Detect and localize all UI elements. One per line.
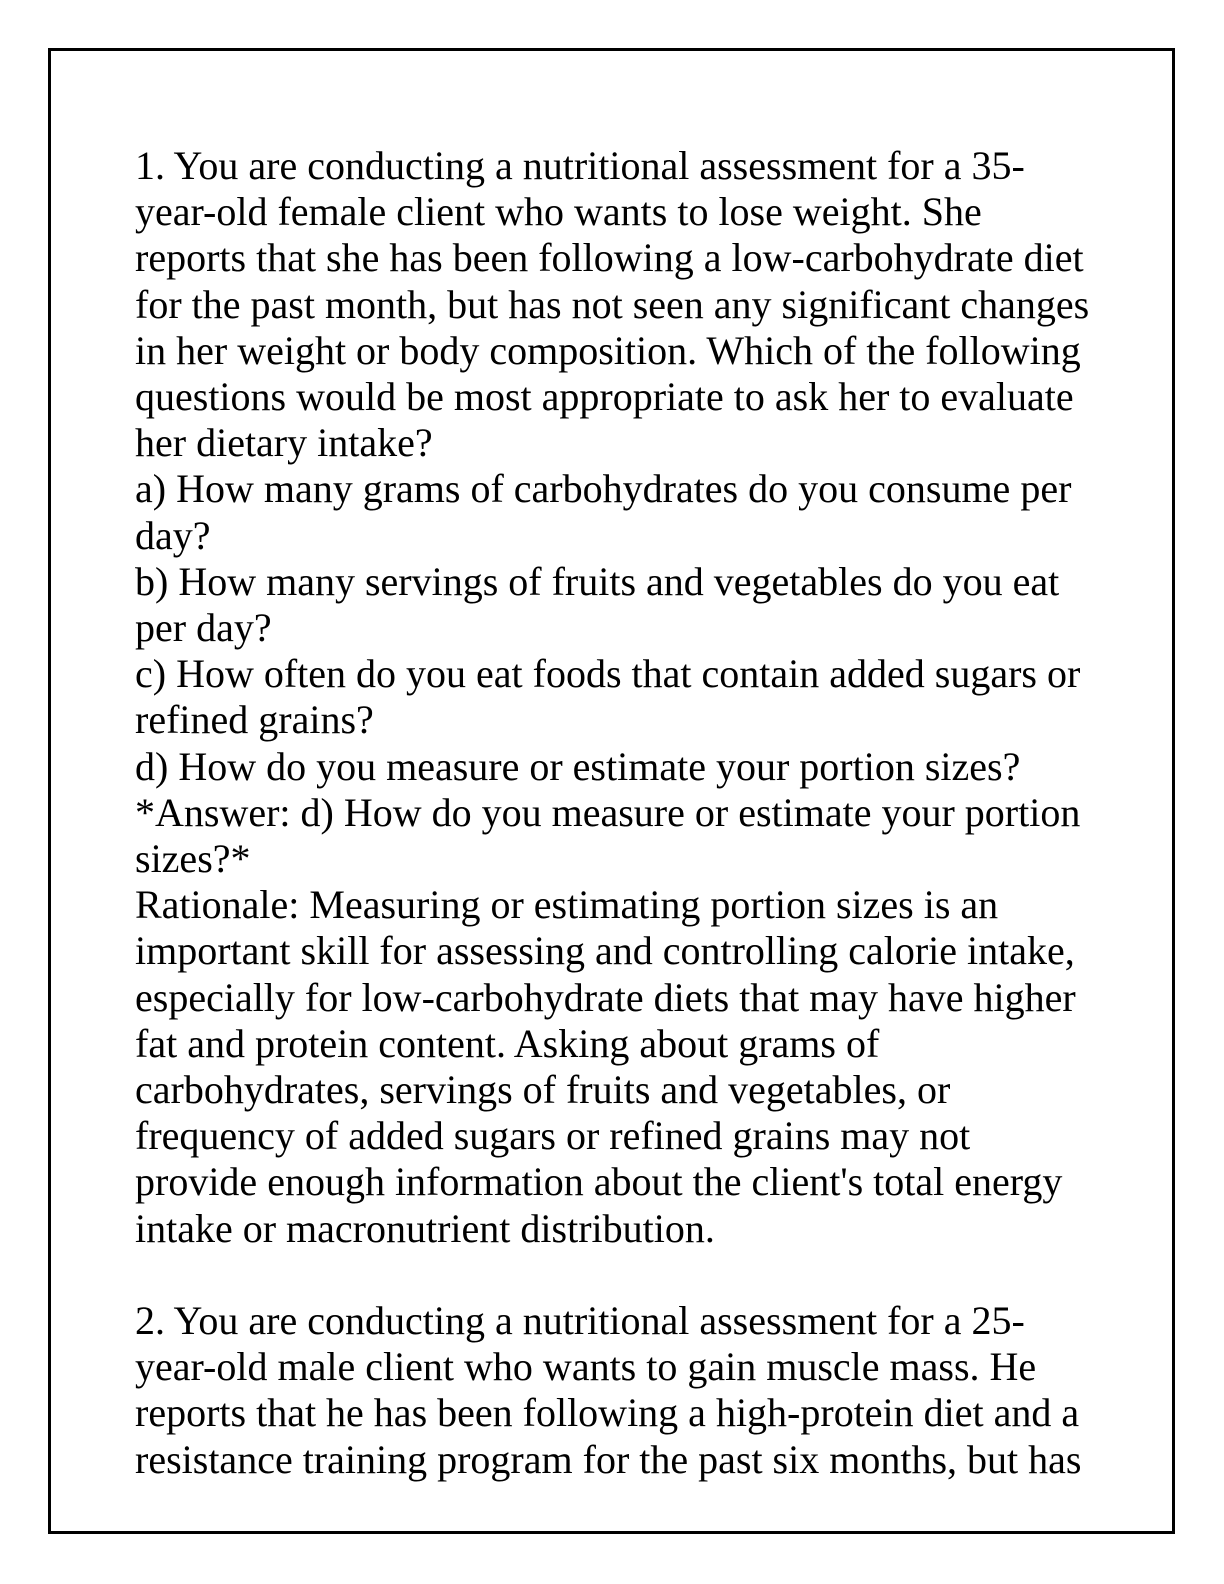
question-1-option-b: b) How many servings of fruits and vegetables do you eat per day?: [135, 558, 1060, 651]
page-border-frame: [48, 48, 1175, 1534]
question-1-stem: 1. You are conducting a nutritional assessment for a 35-year-old female client who wants to lose weight. She reports that she has been following a low-carbohydrate diet for the past month, but has not seen any significant changes in her weight or body composition. Which of the following questions would be most appropriate to ask her to evaluate her dietary intake?: [135, 143, 1090, 466]
question-1-option-a: a) How many grams of carbohydrates do you consume per day?: [135, 466, 1072, 558]
question-1-option-c: c) How often do you eat foods that contain added sugars or refined grains?: [135, 651, 1081, 743]
question-1-rationale: Rationale: Measuring or estimating portion sizes is an important skill for assessing and controlling calorie intake, especially for low-carbohydrate diets that may have higher fat and protein content. Asking about grams of carbohydrates, servings of fruits and vegetables, or frequency of added sugars or refined grains may not provide enough information about the client's total energy intake or macronutrient distribution.: [135, 882, 1076, 1251]
question-1-option-d: d) How do you measure or estimate your portion sizes?: [135, 743, 1021, 789]
question-2-stem: 2. You are conducting a nutritional assessment for a 25-year-old male client who wants to gain muscle mass. He reports that he has been following a high-protein diet and a resistance training program for the past six months, but has: [135, 1298, 1082, 1482]
document-body: [135, 143, 1095, 1483]
paragraph-spacer: [135, 1252, 1095, 1298]
question-1-answer: *Answer: d) How do you measure or estimate your portion sizes?*: [135, 789, 1081, 882]
